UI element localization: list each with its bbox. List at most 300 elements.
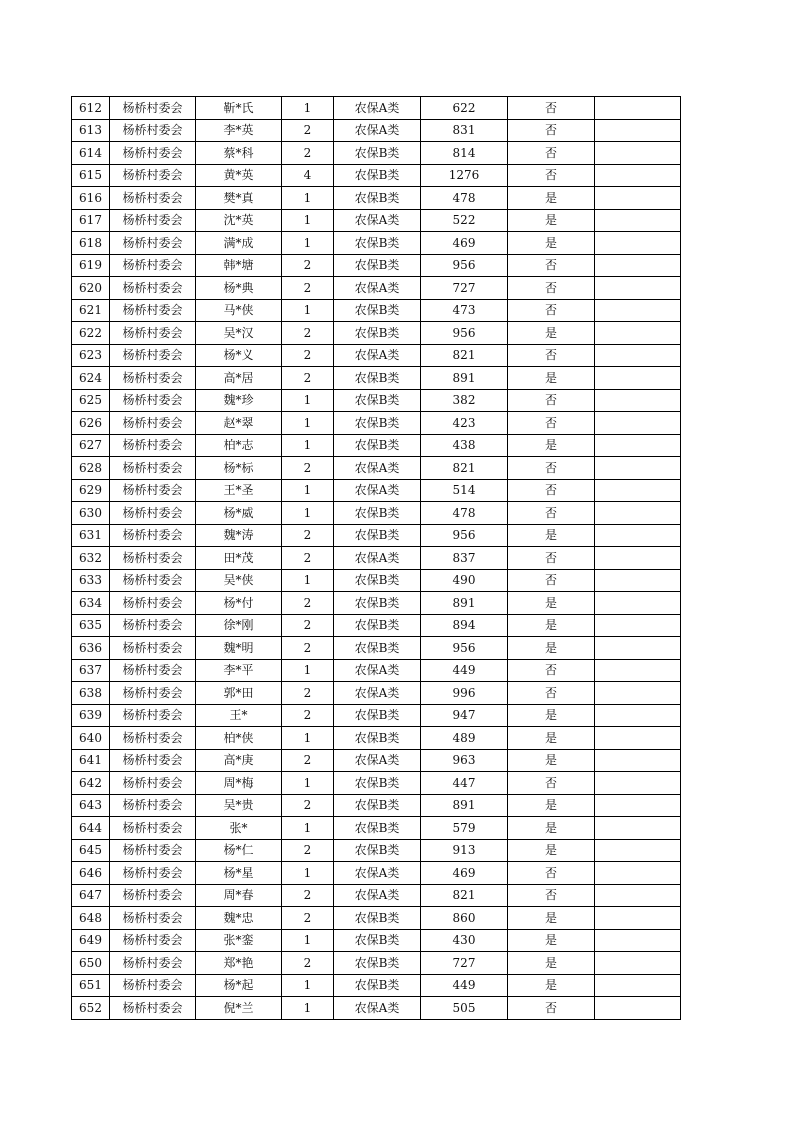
table-row (72, 929, 681, 952)
insurance-type-cell: 农保A类 (334, 97, 421, 120)
table-row (72, 209, 681, 232)
name-cell: 魏*忠 (196, 907, 282, 930)
insurance-type-cell: 农保B类 (334, 389, 421, 412)
row-number-cell: 644 (72, 817, 110, 840)
committee-cell: 杨桥村委会 (110, 952, 196, 975)
committee-cell: 杨桥村委会 (110, 817, 196, 840)
status-cell: 是 (508, 187, 595, 210)
blank-cell (595, 929, 681, 952)
amount-cell: 469 (421, 862, 508, 885)
amount-cell: 821 (421, 884, 508, 907)
name-cell: 郭*田 (196, 682, 282, 705)
row-number-cell: 632 (72, 547, 110, 570)
amount-cell: 947 (421, 704, 508, 727)
amount-cell: 727 (421, 277, 508, 300)
status-cell: 是 (508, 839, 595, 862)
name-cell: 杨*星 (196, 862, 282, 885)
household-size-cell: 2 (282, 884, 334, 907)
row-number-cell: 634 (72, 592, 110, 615)
committee-cell: 杨桥村委会 (110, 524, 196, 547)
status-cell: 否 (508, 344, 595, 367)
blank-cell (595, 817, 681, 840)
name-cell: 杨*起 (196, 974, 282, 997)
insurance-type-cell: 农保B类 (334, 794, 421, 817)
status-cell: 是 (508, 614, 595, 637)
insurance-type-cell: 农保A类 (334, 884, 421, 907)
insurance-type-cell: 农保B类 (334, 299, 421, 322)
table-row (72, 299, 681, 322)
insurance-type-cell: 农保A类 (334, 749, 421, 772)
row-number-cell: 646 (72, 862, 110, 885)
name-cell: 李*英 (196, 119, 282, 142)
amount-cell: 891 (421, 367, 508, 390)
household-size-cell: 1 (282, 412, 334, 435)
committee-cell: 杨桥村委会 (110, 502, 196, 525)
row-number-cell: 647 (72, 884, 110, 907)
blank-cell (595, 502, 681, 525)
blank-cell (595, 614, 681, 637)
amount-cell: 860 (421, 907, 508, 930)
table-row (72, 254, 681, 277)
insurance-type-cell: 农保B类 (334, 164, 421, 187)
household-size-cell: 2 (282, 749, 334, 772)
name-cell: 沈*英 (196, 209, 282, 232)
committee-cell: 杨桥村委会 (110, 974, 196, 997)
row-number-cell: 624 (72, 367, 110, 390)
amount-cell: 489 (421, 727, 508, 750)
name-cell: 杨*标 (196, 457, 282, 480)
amount-cell: 505 (421, 997, 508, 1020)
status-cell: 否 (508, 254, 595, 277)
committee-cell: 杨桥村委会 (110, 569, 196, 592)
insurance-type-cell: 农保B类 (334, 232, 421, 255)
name-cell: 魏*明 (196, 637, 282, 660)
insurance-type-cell: 农保B类 (334, 142, 421, 165)
status-cell: 是 (508, 817, 595, 840)
blank-cell (595, 389, 681, 412)
committee-cell: 杨桥村委会 (110, 457, 196, 480)
amount-cell: 423 (421, 412, 508, 435)
table-row (72, 659, 681, 682)
name-cell: 杨*典 (196, 277, 282, 300)
table-row (72, 839, 681, 862)
table-row (72, 884, 681, 907)
table-row (72, 547, 681, 570)
amount-cell: 469 (421, 232, 508, 255)
row-number-cell: 652 (72, 997, 110, 1020)
insurance-type-cell: 农保B类 (334, 412, 421, 435)
insurance-type-cell: 农保B类 (334, 727, 421, 750)
committee-cell: 杨桥村委会 (110, 929, 196, 952)
table-row (72, 772, 681, 795)
table-row (72, 592, 681, 615)
committee-cell: 杨桥村委会 (110, 794, 196, 817)
name-cell: 吴*侠 (196, 569, 282, 592)
committee-cell: 杨桥村委会 (110, 299, 196, 322)
insurance-type-cell: 农保B类 (334, 254, 421, 277)
name-cell: 徐*刚 (196, 614, 282, 637)
row-number-cell: 649 (72, 929, 110, 952)
household-size-cell: 2 (282, 952, 334, 975)
table-row (72, 524, 681, 547)
household-size-cell: 1 (282, 569, 334, 592)
household-size-cell: 1 (282, 997, 334, 1020)
amount-cell: 956 (421, 322, 508, 345)
name-cell: 杨*威 (196, 502, 282, 525)
insurance-type-cell: 农保B类 (334, 322, 421, 345)
name-cell: 魏*珍 (196, 389, 282, 412)
name-cell: 张*銮 (196, 929, 282, 952)
name-cell: 靳*氏 (196, 97, 282, 120)
insurance-type-cell: 农保A类 (334, 547, 421, 570)
blank-cell (595, 772, 681, 795)
household-size-cell: 2 (282, 592, 334, 615)
name-cell: 柏*侠 (196, 727, 282, 750)
blank-cell (595, 907, 681, 930)
committee-cell: 杨桥村委会 (110, 592, 196, 615)
blank-cell (595, 277, 681, 300)
insurance-type-cell: 农保B类 (334, 974, 421, 997)
household-size-cell: 2 (282, 277, 334, 300)
table-row (72, 997, 681, 1020)
row-number-cell: 618 (72, 232, 110, 255)
committee-cell: 杨桥村委会 (110, 97, 196, 120)
amount-cell: 447 (421, 772, 508, 795)
insurance-type-cell: 农保B类 (334, 614, 421, 637)
committee-cell: 杨桥村委会 (110, 232, 196, 255)
row-number-cell: 651 (72, 974, 110, 997)
insurance-type-cell: 农保B类 (334, 187, 421, 210)
blank-cell (595, 862, 681, 885)
amount-cell: 478 (421, 502, 508, 525)
blank-cell (595, 839, 681, 862)
row-number-cell: 623 (72, 344, 110, 367)
status-cell: 是 (508, 704, 595, 727)
name-cell: 黄*英 (196, 164, 282, 187)
table-row (72, 164, 681, 187)
status-cell: 否 (508, 569, 595, 592)
household-size-cell: 1 (282, 929, 334, 952)
household-size-cell: 1 (282, 659, 334, 682)
insurance-type-cell: 农保B类 (334, 524, 421, 547)
status-cell: 否 (508, 412, 595, 435)
name-cell: 杨*义 (196, 344, 282, 367)
table-row (72, 907, 681, 930)
household-size-cell: 1 (282, 479, 334, 502)
amount-cell: 821 (421, 457, 508, 480)
row-number-cell: 648 (72, 907, 110, 930)
status-cell: 是 (508, 794, 595, 817)
amount-cell: 478 (421, 187, 508, 210)
insurance-type-cell: 农保B类 (334, 772, 421, 795)
blank-cell (595, 254, 681, 277)
blank-cell (595, 749, 681, 772)
insurance-type-cell: 农保B类 (334, 929, 421, 952)
household-size-cell: 2 (282, 367, 334, 390)
blank-cell (595, 187, 681, 210)
table-row (72, 862, 681, 885)
amount-cell: 821 (421, 344, 508, 367)
table-row (72, 952, 681, 975)
insurance-type-cell: 农保A类 (334, 277, 421, 300)
blank-cell (595, 209, 681, 232)
status-cell: 是 (508, 907, 595, 930)
household-size-cell: 1 (282, 772, 334, 795)
blank-cell (595, 704, 681, 727)
amount-cell: 727 (421, 952, 508, 975)
amount-cell: 449 (421, 974, 508, 997)
status-cell: 是 (508, 929, 595, 952)
blank-cell (595, 547, 681, 570)
insurance-type-cell: 农保B类 (334, 569, 421, 592)
committee-cell: 杨桥村委会 (110, 637, 196, 660)
household-size-cell: 1 (282, 209, 334, 232)
blank-cell (595, 524, 681, 547)
amount-cell: 522 (421, 209, 508, 232)
name-cell: 吴*贵 (196, 794, 282, 817)
row-number-cell: 619 (72, 254, 110, 277)
household-size-cell: 2 (282, 704, 334, 727)
insurance-type-cell: 农保A类 (334, 344, 421, 367)
blank-cell (595, 479, 681, 502)
row-number-cell: 643 (72, 794, 110, 817)
name-cell: 樊*真 (196, 187, 282, 210)
table-row (72, 187, 681, 210)
table-row (72, 637, 681, 660)
household-size-cell: 2 (282, 254, 334, 277)
committee-cell: 杨桥村委会 (110, 884, 196, 907)
committee-cell: 杨桥村委会 (110, 704, 196, 727)
committee-cell: 杨桥村委会 (110, 187, 196, 210)
blank-cell (595, 569, 681, 592)
committee-cell: 杨桥村委会 (110, 119, 196, 142)
status-cell: 否 (508, 142, 595, 165)
status-cell: 否 (508, 547, 595, 570)
table-row (72, 389, 681, 412)
blank-cell (595, 232, 681, 255)
household-size-cell: 2 (282, 524, 334, 547)
blank-cell (595, 344, 681, 367)
committee-cell: 杨桥村委会 (110, 727, 196, 750)
row-number-cell: 638 (72, 682, 110, 705)
blank-cell (595, 727, 681, 750)
committee-cell: 杨桥村委会 (110, 862, 196, 885)
status-cell: 否 (508, 457, 595, 480)
table-row (72, 277, 681, 300)
committee-cell: 杨桥村委会 (110, 682, 196, 705)
household-size-cell: 1 (282, 502, 334, 525)
insurance-type-cell: 农保B类 (334, 907, 421, 930)
blank-cell (595, 794, 681, 817)
table-row (72, 457, 681, 480)
household-size-cell: 2 (282, 839, 334, 862)
amount-cell: 837 (421, 547, 508, 570)
household-size-cell: 2 (282, 794, 334, 817)
blank-cell (595, 997, 681, 1020)
blank-cell (595, 592, 681, 615)
amount-cell: 490 (421, 569, 508, 592)
amount-cell: 963 (421, 749, 508, 772)
insurance-type-cell: 农保B类 (334, 704, 421, 727)
blank-cell (595, 164, 681, 187)
status-cell: 是 (508, 322, 595, 345)
status-cell: 否 (508, 97, 595, 120)
insurance-type-cell: 农保A类 (334, 457, 421, 480)
blank-cell (595, 412, 681, 435)
amount-cell: 956 (421, 524, 508, 547)
row-number-cell: 631 (72, 524, 110, 547)
amount-cell: 913 (421, 839, 508, 862)
committee-cell: 杨桥村委会 (110, 412, 196, 435)
insurance-type-cell: 农保B类 (334, 592, 421, 615)
blank-cell (595, 367, 681, 390)
table-row (72, 749, 681, 772)
insurance-type-cell: 农保A类 (334, 997, 421, 1020)
insurance-type-cell: 农保B类 (334, 502, 421, 525)
insurance-type-cell: 农保A类 (334, 682, 421, 705)
status-cell: 是 (508, 637, 595, 660)
committee-cell: 杨桥村委会 (110, 209, 196, 232)
name-cell: 吴*汉 (196, 322, 282, 345)
insurance-type-cell: 农保A类 (334, 119, 421, 142)
blank-cell (595, 457, 681, 480)
blank-cell (595, 659, 681, 682)
amount-cell: 579 (421, 817, 508, 840)
blank-cell (595, 682, 681, 705)
insurance-type-cell: 农保A类 (334, 659, 421, 682)
table-row (72, 142, 681, 165)
insurance-type-cell: 农保A类 (334, 479, 421, 502)
amount-cell: 430 (421, 929, 508, 952)
committee-cell: 杨桥村委会 (110, 907, 196, 930)
name-cell: 王*圣 (196, 479, 282, 502)
committee-cell: 杨桥村委会 (110, 164, 196, 187)
row-number-cell: 628 (72, 457, 110, 480)
amount-cell: 473 (421, 299, 508, 322)
row-number-cell: 625 (72, 389, 110, 412)
row-number-cell: 615 (72, 164, 110, 187)
status-cell: 否 (508, 502, 595, 525)
name-cell: 倪*兰 (196, 997, 282, 1020)
table-row (72, 344, 681, 367)
row-number-cell: 645 (72, 839, 110, 862)
name-cell: 周*春 (196, 884, 282, 907)
table-row (72, 412, 681, 435)
row-number-cell: 614 (72, 142, 110, 165)
status-cell: 否 (508, 389, 595, 412)
blank-cell (595, 322, 681, 345)
name-cell: 杨*仁 (196, 839, 282, 862)
blank-cell (595, 299, 681, 322)
household-size-cell: 2 (282, 614, 334, 637)
committee-cell: 杨桥村委会 (110, 367, 196, 390)
table-row (72, 367, 681, 390)
status-cell: 否 (508, 682, 595, 705)
table-body (72, 97, 681, 1020)
insurance-type-cell: 农保A类 (334, 862, 421, 885)
status-cell: 是 (508, 974, 595, 997)
status-cell: 是 (508, 749, 595, 772)
committee-cell: 杨桥村委会 (110, 277, 196, 300)
row-number-cell: 641 (72, 749, 110, 772)
status-cell: 否 (508, 164, 595, 187)
table-row (72, 97, 681, 120)
status-cell: 是 (508, 434, 595, 457)
status-cell: 是 (508, 209, 595, 232)
row-number-cell: 640 (72, 727, 110, 750)
table-row (72, 502, 681, 525)
amount-cell: 814 (421, 142, 508, 165)
row-number-cell: 637 (72, 659, 110, 682)
insurance-type-cell: 农保B类 (334, 952, 421, 975)
name-cell: 王* (196, 704, 282, 727)
row-number-cell: 612 (72, 97, 110, 120)
name-cell: 满*成 (196, 232, 282, 255)
amount-cell: 891 (421, 592, 508, 615)
household-size-cell: 4 (282, 164, 334, 187)
row-number-cell: 613 (72, 119, 110, 142)
name-cell: 田*茂 (196, 547, 282, 570)
name-cell: 李*平 (196, 659, 282, 682)
table-row (72, 569, 681, 592)
household-size-cell: 2 (282, 682, 334, 705)
committee-cell: 杨桥村委会 (110, 659, 196, 682)
household-size-cell: 2 (282, 547, 334, 570)
status-cell: 是 (508, 727, 595, 750)
household-size-cell: 1 (282, 232, 334, 255)
insurance-type-cell: 农保A类 (334, 209, 421, 232)
table-row (72, 614, 681, 637)
status-cell: 否 (508, 772, 595, 795)
amount-cell: 382 (421, 389, 508, 412)
committee-cell: 杨桥村委会 (110, 434, 196, 457)
blank-cell (595, 97, 681, 120)
row-number-cell: 626 (72, 412, 110, 435)
amount-cell: 956 (421, 637, 508, 660)
status-cell: 否 (508, 277, 595, 300)
amount-cell: 894 (421, 614, 508, 637)
status-cell: 是 (508, 367, 595, 390)
household-size-cell: 1 (282, 727, 334, 750)
data-table (71, 96, 681, 1020)
household-size-cell: 1 (282, 817, 334, 840)
table-row (72, 817, 681, 840)
amount-cell: 438 (421, 434, 508, 457)
amount-cell: 831 (421, 119, 508, 142)
committee-cell: 杨桥村委会 (110, 254, 196, 277)
blank-cell (595, 142, 681, 165)
row-number-cell: 616 (72, 187, 110, 210)
status-cell: 是 (508, 232, 595, 255)
status-cell: 否 (508, 862, 595, 885)
row-number-cell: 627 (72, 434, 110, 457)
household-size-cell: 1 (282, 862, 334, 885)
status-cell: 否 (508, 479, 595, 502)
household-size-cell: 1 (282, 187, 334, 210)
row-number-cell: 622 (72, 322, 110, 345)
household-size-cell: 1 (282, 434, 334, 457)
household-size-cell: 1 (282, 389, 334, 412)
amount-cell: 891 (421, 794, 508, 817)
committee-cell: 杨桥村委会 (110, 614, 196, 637)
status-cell: 否 (508, 299, 595, 322)
status-cell: 是 (508, 592, 595, 615)
name-cell: 柏*志 (196, 434, 282, 457)
committee-cell: 杨桥村委会 (110, 344, 196, 367)
household-size-cell: 1 (282, 974, 334, 997)
name-cell: 蔡*科 (196, 142, 282, 165)
insurance-type-cell: 农保B类 (334, 817, 421, 840)
